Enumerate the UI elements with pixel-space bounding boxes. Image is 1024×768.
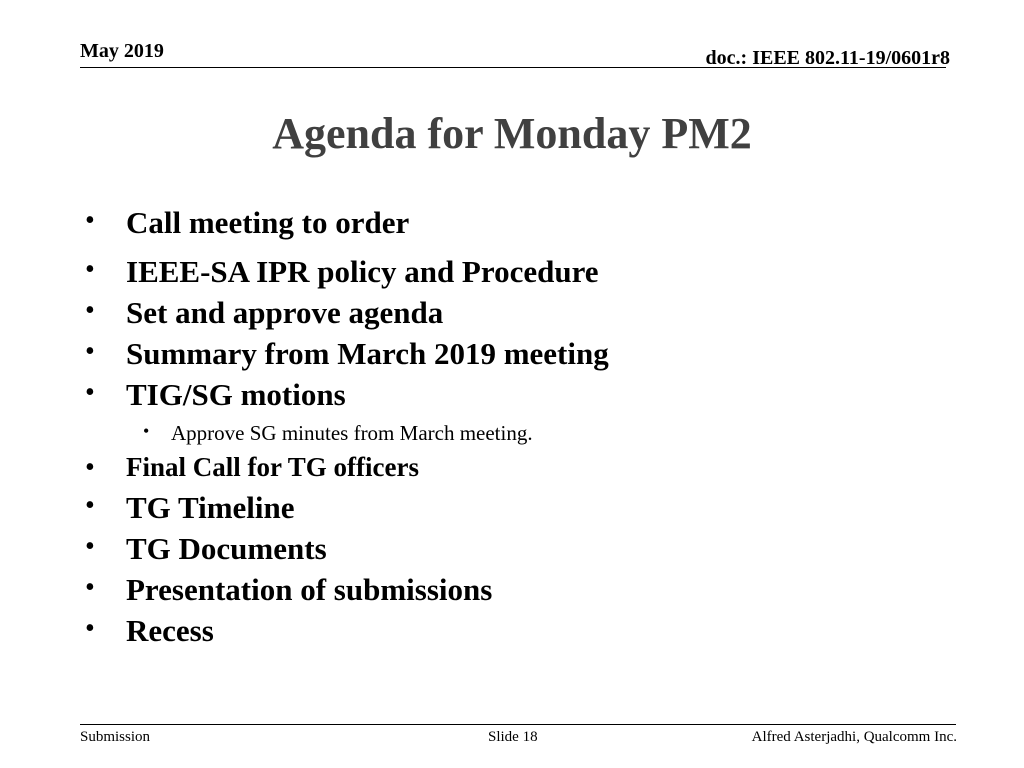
bullet-icon: • [85,295,95,326]
agenda-item-approve-agenda [85,295,444,331]
agenda-item-final-call [85,452,419,483]
agenda-item-presentations [85,572,493,608]
agenda-item-tig-sg-motions [85,377,346,413]
agenda-item-text: Final Call for TG officers [126,452,419,482]
agenda-item-text: Recess [126,613,214,648]
agenda-item-text: Approve SG minutes from March meeting. [171,421,533,445]
header-doc-id: doc.: IEEE 802.11-19/0601r8 [705,47,950,69]
footer-submission: Submission [80,729,151,745]
footer-divider [80,724,956,725]
bullet-icon: • [85,336,95,367]
agenda-item-ipr-policy [85,254,599,290]
footer-author: Alfred Asterjadhi, Qualcomm Inc. [751,729,957,745]
footer-slide-number: Slide 18 [488,729,538,745]
slide-title: Agenda for Monday PM2 [272,109,752,158]
agenda-item-tg-timeline [85,490,295,526]
agenda-item-text: Call meeting to order [126,205,410,240]
agenda-item-text: Presentation of submissions [126,572,493,607]
agenda-subitem-approve-minutes [143,421,533,446]
agenda-item-text: TG Timeline [126,490,295,525]
agenda-item-call-meeting [85,205,410,241]
bullet-icon: • [85,377,95,408]
agenda-item-summary [85,336,609,372]
agenda-item-tg-documents [85,531,327,567]
bullet-icon: • [85,452,95,483]
agenda-item-text: Set and approve agenda [126,295,444,330]
bullet-icon: • [85,531,95,562]
bullet-icon: • [85,613,95,644]
agenda-item-text: Summary from March 2019 meeting [126,336,609,371]
bullet-icon: • [85,490,95,521]
agenda-item-text: TG Documents [126,531,327,566]
header-date: May 2019 [80,40,164,62]
bullet-icon: • [85,205,95,236]
agenda-item-recess [85,613,214,649]
agenda-item-text: IEEE-SA IPR policy and Procedure [126,254,599,289]
bullet-icon: • [143,421,150,441]
bullet-icon: • [85,572,95,603]
bullet-icon: • [85,254,95,285]
agenda-item-text: TIG/SG motions [126,377,346,412]
